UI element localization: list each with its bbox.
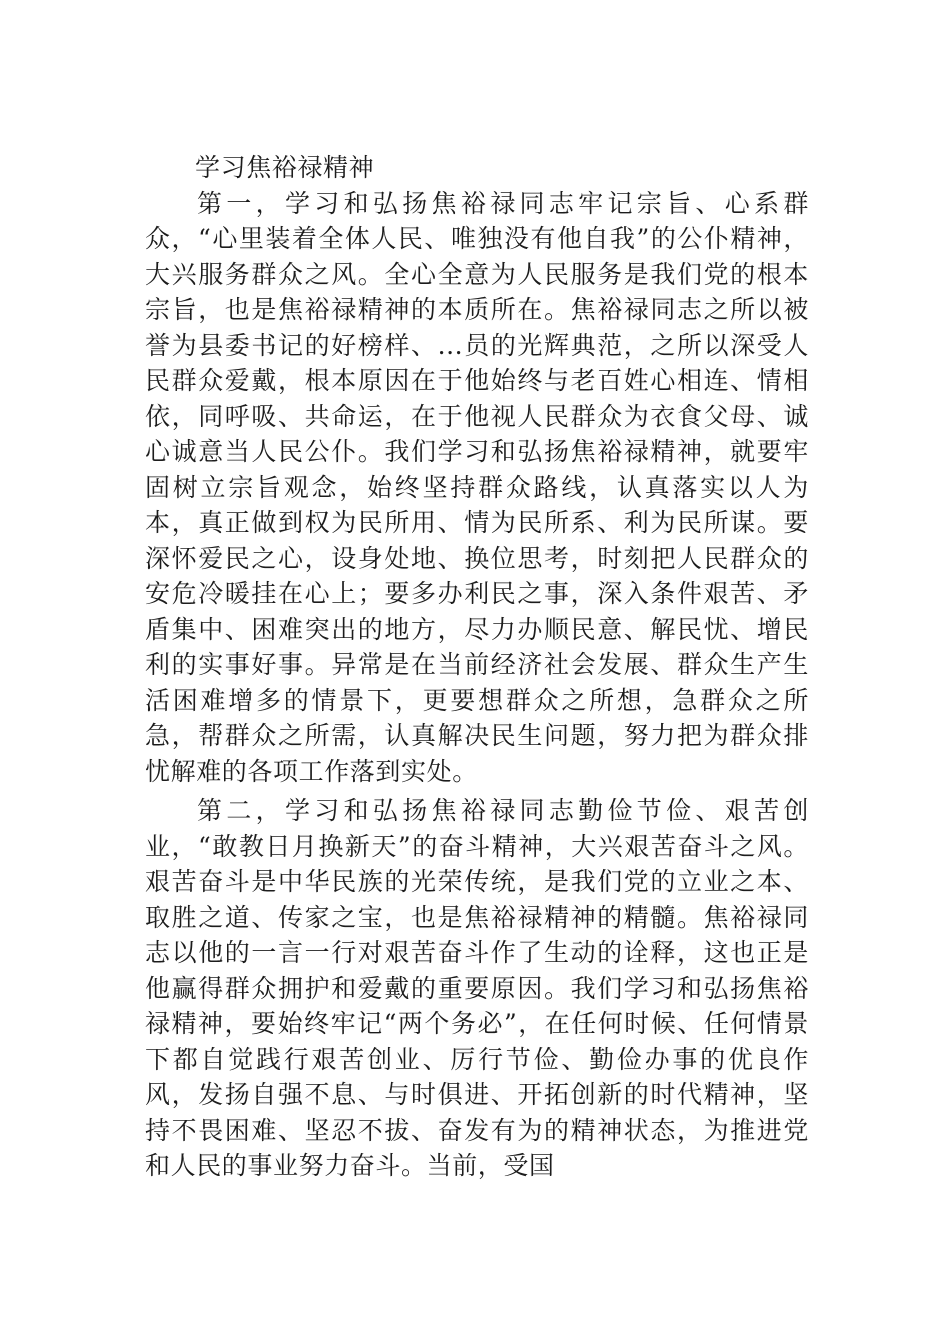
document-title: 学习焦裕禄精神	[195, 153, 375, 182]
paragraph-second: 第二，学习和弘扬焦裕禄同志勤俭节俭、艰苦创业，“敢教日月换新天”的奋斗精神，大兴艰苦奋斗之风。艰苦奋斗是中华民族的光荣传统，是我们党的立业之本、取胜之道、传家之宝，也是焦裕禄精神的精髓。焦裕禄同志以他的一言一行对艰苦奋斗作了生动的诠释，这也正是他赢得群众拥护和爱戴的重要原因。我们学习和弘扬焦裕禄精神，要始终牢记“两个务必”，在任何时候、任何情景下都自觉践行艰苦创业、厉行节俭、勤俭办事的优良作风，发扬自强不息、与时俱进、开拓创新的时代精神，坚持不畏困难、坚忍不拔、奋发有为的精神状态，为推进党和人民的事业努力奋斗。当前，受国	[145, 796, 809, 1180]
paragraph-first: 第一，学习和弘扬焦裕禄同志牢记宗旨、心系群众，“心里装着全体人民、唯独没有他自我”的公仆精神，大兴服务群众之风。全心全意为人民服务是我们党的根本宗旨，也是焦裕禄精神的本质所在。焦裕禄同志之所以被誉为县委书记的好榜样、...员的光辉典范，之所以深受人民群众爱戴，根本原因在于他始终与老百姓心相连、情相依，同呼吸、共命运，在于他视人民群众为衣食父母、诚心诚意当人民公仆。我们学习和弘扬焦裕禄精神，就要牢固树立宗旨观念，始终坚持群众路线，认真落实以人为本，真正做到权为民所用、情为民所系、利为民所谋。要深怀爱民之心，设身处地、换位思考，时刻把人民群众的安危冷暖挂在心上；要多办利民之事，深入条件艰苦、矛盾集中、困难突出的地方，尽力办顺民意、解民忧、增民利的实事好事。异常是在当前经济社会发展、群众生产生活困难增多的情景下，更要想群众之所想，急群众之所急，帮群众之所需，认真解决民生问题，努力把为群众排忧解难的各项工作落到实处。	[145, 188, 809, 786]
document-body	[145, 150, 809, 1184]
